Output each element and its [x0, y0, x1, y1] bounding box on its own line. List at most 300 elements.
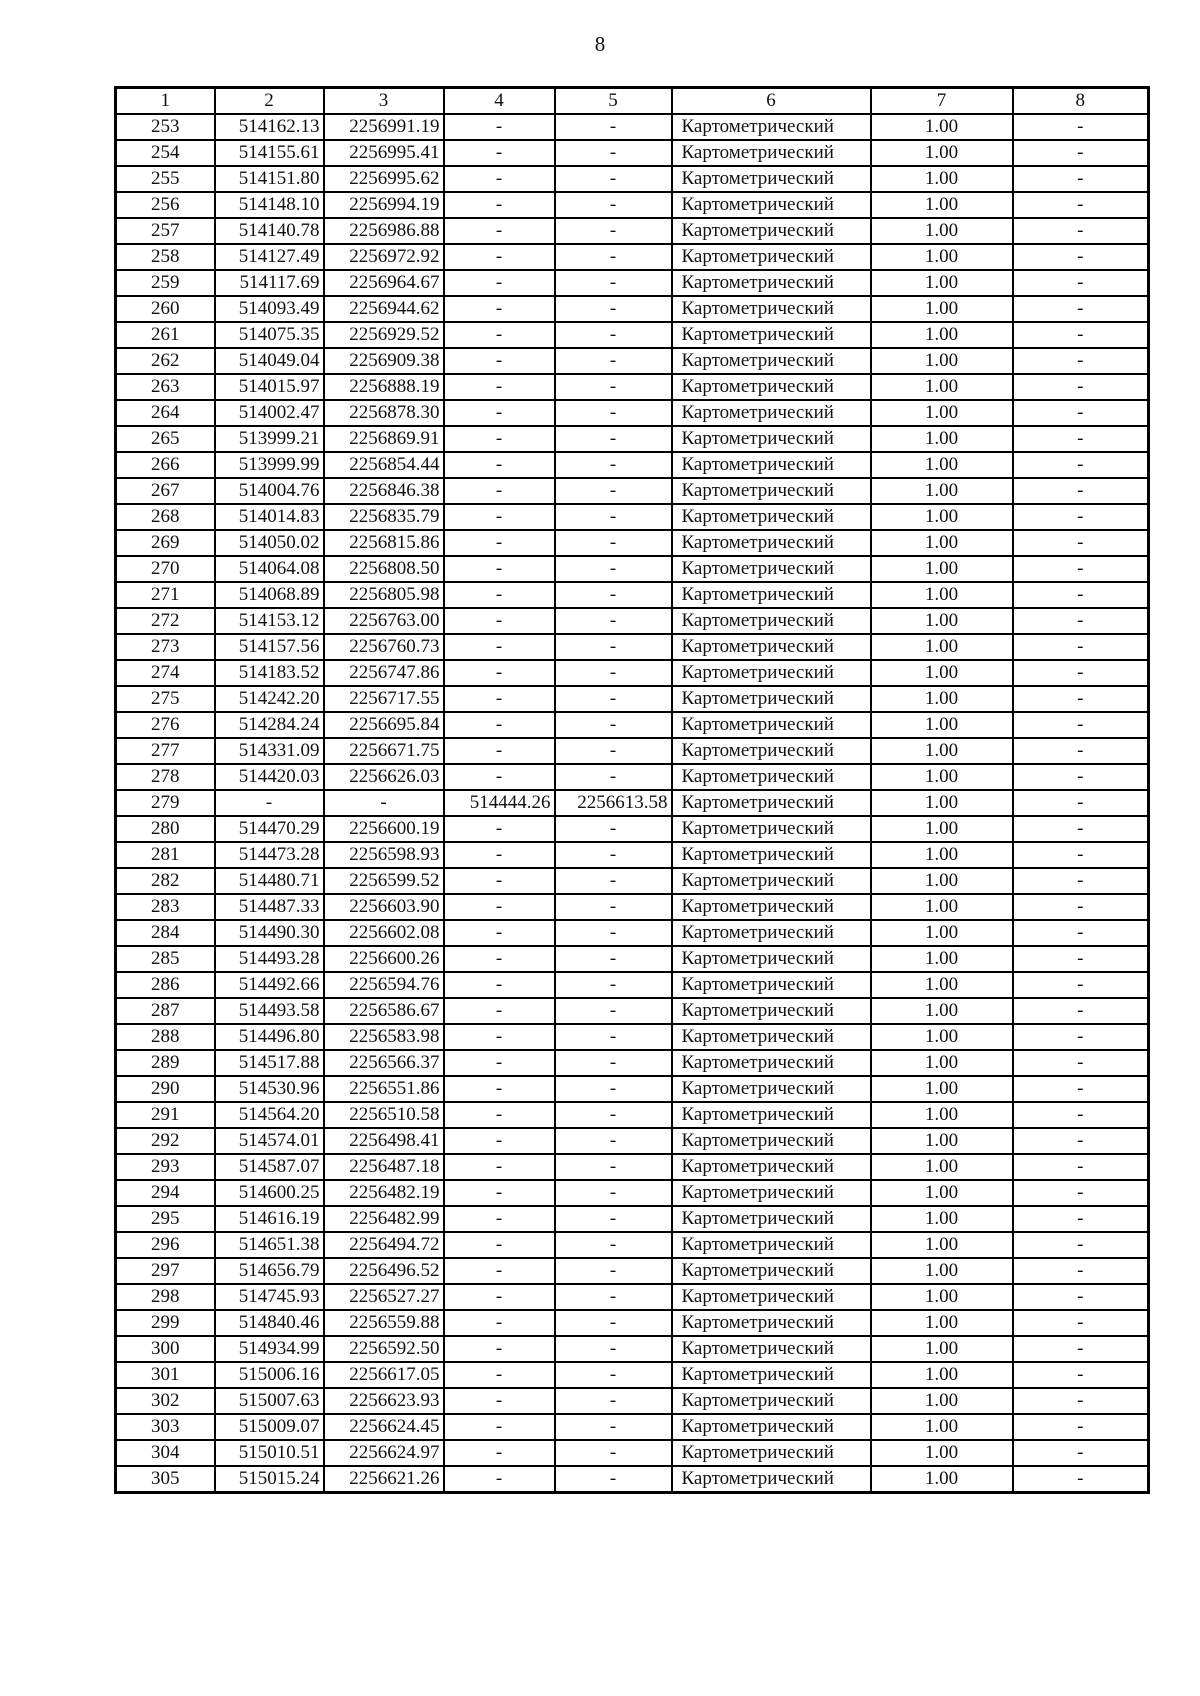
x-coordinate-alt-cell: -: [444, 920, 555, 946]
y-coordinate-alt-cell: -: [555, 608, 672, 634]
y-coordinate-cell: 2256972.92: [324, 244, 444, 270]
x-coordinate-cell: 514093.49: [215, 296, 324, 322]
description-cell: -: [1013, 192, 1149, 218]
x-coordinate-alt-cell: -: [444, 374, 555, 400]
method-cell: Картометрический: [672, 764, 871, 790]
x-coordinate-alt-cell: -: [444, 348, 555, 374]
method-cell: Картометрический: [672, 140, 871, 166]
accuracy-cell: 1.00: [871, 1310, 1013, 1336]
x-coordinate-alt-cell: -: [444, 1024, 555, 1050]
x-coordinate-cell: 514656.79: [215, 1258, 324, 1284]
y-coordinate-alt-cell: -: [555, 868, 672, 894]
method-cell: Картометрический: [672, 1076, 871, 1102]
accuracy-cell: 1.00: [871, 166, 1013, 192]
y-coordinate-cell: 2256566.37: [324, 1050, 444, 1076]
y-coordinate-cell: 2256586.67: [324, 998, 444, 1024]
point-number-cell: 287: [116, 998, 215, 1024]
table-row: [116, 946, 1149, 972]
point-number-cell: 289: [116, 1050, 215, 1076]
accuracy-cell: 1.00: [871, 140, 1013, 166]
point-number-cell: 266: [116, 452, 215, 478]
table-row: [116, 1440, 1149, 1466]
x-coordinate-alt-cell: -: [444, 166, 555, 192]
table-row: [116, 1336, 1149, 1362]
x-coordinate-cell: 514151.80: [215, 166, 324, 192]
column-header-4: 4: [444, 88, 555, 115]
accuracy-cell: 1.00: [871, 400, 1013, 426]
point-number-cell: 288: [116, 1024, 215, 1050]
x-coordinate-cell: 514480.71: [215, 868, 324, 894]
point-number-cell: 255: [116, 166, 215, 192]
description-cell: -: [1013, 842, 1149, 868]
description-cell: -: [1013, 1466, 1149, 1493]
y-coordinate-cell: -: [324, 790, 444, 816]
table-row: [116, 400, 1149, 426]
x-coordinate-cell: 514162.13: [215, 114, 324, 140]
table-row: [116, 608, 1149, 634]
x-coordinate-alt-cell: -: [444, 1258, 555, 1284]
y-coordinate-cell: 2256527.27: [324, 1284, 444, 1310]
method-cell: Картометрический: [672, 244, 871, 270]
x-coordinate-alt-cell: -: [444, 1128, 555, 1154]
accuracy-cell: 1.00: [871, 946, 1013, 972]
accuracy-cell: 1.00: [871, 686, 1013, 712]
point-number-cell: 295: [116, 1206, 215, 1232]
x-coordinate-cell: 514049.04: [215, 348, 324, 374]
description-cell: -: [1013, 998, 1149, 1024]
accuracy-cell: 1.00: [871, 1440, 1013, 1466]
y-coordinate-alt-cell: -: [555, 1388, 672, 1414]
x-coordinate-cell: 514183.52: [215, 660, 324, 686]
method-cell: Картометрический: [672, 660, 871, 686]
y-coordinate-alt-cell: -: [555, 1466, 672, 1493]
y-coordinate-alt-cell: 2256613.58: [555, 790, 672, 816]
point-number-cell: 302: [116, 1388, 215, 1414]
y-coordinate-cell: 2256600.26: [324, 946, 444, 972]
x-coordinate-alt-cell: -: [444, 894, 555, 920]
accuracy-cell: 1.00: [871, 1024, 1013, 1050]
point-number-cell: 281: [116, 842, 215, 868]
x-coordinate-cell: 514473.28: [215, 842, 324, 868]
x-coordinate-alt-cell: -: [444, 868, 555, 894]
accuracy-cell: 1.00: [871, 738, 1013, 764]
x-coordinate-alt-cell: -: [444, 1362, 555, 1388]
table-row: [116, 1206, 1149, 1232]
accuracy-cell: 1.00: [871, 1414, 1013, 1440]
column-header-3: 3: [324, 88, 444, 115]
point-number-cell: 254: [116, 140, 215, 166]
x-coordinate-alt-cell: -: [444, 140, 555, 166]
description-cell: -: [1013, 972, 1149, 998]
y-coordinate-alt-cell: -: [555, 270, 672, 296]
table-row: [116, 1232, 1149, 1258]
description-cell: -: [1013, 1206, 1149, 1232]
x-coordinate-cell: 514002.47: [215, 400, 324, 426]
description-cell: -: [1013, 504, 1149, 530]
x-coordinate-alt-cell: -: [444, 1206, 555, 1232]
y-coordinate-alt-cell: -: [555, 1102, 672, 1128]
table-row: [116, 634, 1149, 660]
table-body: [116, 114, 1149, 1493]
accuracy-cell: 1.00: [871, 244, 1013, 270]
y-coordinate-cell: 2256592.50: [324, 1336, 444, 1362]
method-cell: Картометрический: [672, 1232, 871, 1258]
accuracy-cell: 1.00: [871, 218, 1013, 244]
point-number-cell: 253: [116, 114, 215, 140]
y-coordinate-alt-cell: -: [555, 1336, 672, 1362]
description-cell: -: [1013, 634, 1149, 660]
method-cell: Картометрический: [672, 972, 871, 998]
y-coordinate-cell: 2256909.38: [324, 348, 444, 374]
table-row: [116, 270, 1149, 296]
y-coordinate-cell: 2256964.67: [324, 270, 444, 296]
x-coordinate-alt-cell: -: [444, 1310, 555, 1336]
x-coordinate-cell: 513999.99: [215, 452, 324, 478]
y-coordinate-alt-cell: -: [555, 972, 672, 998]
x-coordinate-cell: 514157.56: [215, 634, 324, 660]
table-row: [116, 452, 1149, 478]
x-coordinate-cell: 514934.99: [215, 1336, 324, 1362]
accuracy-cell: 1.00: [871, 1362, 1013, 1388]
y-coordinate-cell: 2256878.30: [324, 400, 444, 426]
method-cell: Картометрический: [672, 946, 871, 972]
point-number-cell: 258: [116, 244, 215, 270]
y-coordinate-alt-cell: -: [555, 1284, 672, 1310]
x-coordinate-alt-cell: -: [444, 608, 555, 634]
y-coordinate-alt-cell: -: [555, 764, 672, 790]
y-coordinate-cell: 2256815.86: [324, 530, 444, 556]
x-coordinate-cell: -: [215, 790, 324, 816]
point-number-cell: 275: [116, 686, 215, 712]
description-cell: -: [1013, 244, 1149, 270]
x-coordinate-alt-cell: -: [444, 1440, 555, 1466]
accuracy-cell: 1.00: [871, 452, 1013, 478]
description-cell: -: [1013, 1076, 1149, 1102]
point-number-cell: 299: [116, 1310, 215, 1336]
description-cell: -: [1013, 868, 1149, 894]
y-coordinate-alt-cell: -: [555, 842, 672, 868]
y-coordinate-cell: 2256583.98: [324, 1024, 444, 1050]
accuracy-cell: 1.00: [871, 608, 1013, 634]
y-coordinate-alt-cell: -: [555, 894, 672, 920]
x-coordinate-alt-cell: -: [444, 556, 555, 582]
method-cell: Картометрический: [672, 1050, 871, 1076]
y-coordinate-alt-cell: -: [555, 1362, 672, 1388]
y-coordinate-cell: 2256602.08: [324, 920, 444, 946]
y-coordinate-cell: 2256846.38: [324, 478, 444, 504]
point-number-cell: 261: [116, 322, 215, 348]
y-coordinate-cell: 2256986.88: [324, 218, 444, 244]
x-coordinate-cell: 515009.07: [215, 1414, 324, 1440]
table-row: [116, 1024, 1149, 1050]
accuracy-cell: 1.00: [871, 504, 1013, 530]
description-cell: -: [1013, 530, 1149, 556]
point-number-cell: 294: [116, 1180, 215, 1206]
method-cell: Картометрический: [672, 1388, 871, 1414]
y-coordinate-alt-cell: -: [555, 1154, 672, 1180]
accuracy-cell: 1.00: [871, 1154, 1013, 1180]
y-coordinate-alt-cell: -: [555, 1076, 672, 1102]
accuracy-cell: 1.00: [871, 1076, 1013, 1102]
method-cell: Картометрический: [672, 582, 871, 608]
y-coordinate-alt-cell: -: [555, 556, 672, 582]
y-coordinate-alt-cell: -: [555, 1440, 672, 1466]
y-coordinate-alt-cell: -: [555, 452, 672, 478]
x-coordinate-alt-cell: -: [444, 1388, 555, 1414]
table-row: [116, 1414, 1149, 1440]
method-cell: Картометрический: [672, 1284, 871, 1310]
description-cell: -: [1013, 1102, 1149, 1128]
method-cell: Картометрический: [672, 192, 871, 218]
y-coordinate-alt-cell: -: [555, 1206, 672, 1232]
y-coordinate-alt-cell: -: [555, 504, 672, 530]
accuracy-cell: 1.00: [871, 764, 1013, 790]
accuracy-cell: 1.00: [871, 556, 1013, 582]
point-number-cell: 301: [116, 1362, 215, 1388]
method-cell: Картометрический: [672, 426, 871, 452]
x-coordinate-alt-cell: -: [444, 400, 555, 426]
x-coordinate-alt-cell: -: [444, 764, 555, 790]
x-coordinate-cell: 514530.96: [215, 1076, 324, 1102]
y-coordinate-cell: 2256498.41: [324, 1128, 444, 1154]
page-number: 8: [594, 32, 606, 56]
method-cell: Картометрический: [672, 114, 871, 140]
table-row: [116, 582, 1149, 608]
accuracy-cell: 1.00: [871, 634, 1013, 660]
point-number-cell: 273: [116, 634, 215, 660]
description-cell: -: [1013, 374, 1149, 400]
y-coordinate-cell: 2256888.19: [324, 374, 444, 400]
table-row: [116, 868, 1149, 894]
y-coordinate-cell: 2256991.19: [324, 114, 444, 140]
x-coordinate-cell: 514155.61: [215, 140, 324, 166]
method-cell: Картометрический: [672, 1102, 871, 1128]
y-coordinate-cell: 2256760.73: [324, 634, 444, 660]
point-number-cell: 267: [116, 478, 215, 504]
coordinates-table: [114, 86, 1150, 1494]
y-coordinate-cell: 2256869.91: [324, 426, 444, 452]
point-number-cell: 303: [116, 1414, 215, 1440]
y-coordinate-alt-cell: -: [555, 660, 672, 686]
method-cell: Картометрический: [672, 452, 871, 478]
method-cell: Картометрический: [672, 1336, 871, 1362]
x-coordinate-cell: 515015.24: [215, 1466, 324, 1493]
accuracy-cell: 1.00: [871, 1284, 1013, 1310]
table-row: [116, 114, 1149, 140]
point-number-cell: 265: [116, 426, 215, 452]
table-row: [116, 1154, 1149, 1180]
x-coordinate-cell: 514420.03: [215, 764, 324, 790]
x-coordinate-cell: 514050.02: [215, 530, 324, 556]
x-coordinate-alt-cell: -: [444, 1102, 555, 1128]
column-header-5: 5: [555, 88, 672, 115]
y-coordinate-alt-cell: -: [555, 946, 672, 972]
y-coordinate-cell: 2256624.97: [324, 1440, 444, 1466]
description-cell: -: [1013, 140, 1149, 166]
table-row: [116, 1258, 1149, 1284]
accuracy-cell: 1.00: [871, 972, 1013, 998]
method-cell: Картометрический: [672, 1414, 871, 1440]
x-coordinate-alt-cell: -: [444, 1076, 555, 1102]
point-number-cell: 280: [116, 816, 215, 842]
description-cell: -: [1013, 1414, 1149, 1440]
x-coordinate-cell: 514004.76: [215, 478, 324, 504]
x-coordinate-alt-cell: -: [444, 972, 555, 998]
method-cell: Картометрический: [672, 556, 871, 582]
accuracy-cell: 1.00: [871, 192, 1013, 218]
description-cell: -: [1013, 1362, 1149, 1388]
description-cell: -: [1013, 1232, 1149, 1258]
y-coordinate-cell: 2256482.19: [324, 1180, 444, 1206]
y-coordinate-alt-cell: -: [555, 1128, 672, 1154]
table-row: [116, 1362, 1149, 1388]
accuracy-cell: 1.00: [871, 1128, 1013, 1154]
x-coordinate-cell: 514127.49: [215, 244, 324, 270]
x-coordinate-alt-cell: -: [444, 322, 555, 348]
point-number-cell: 272: [116, 608, 215, 634]
description-cell: -: [1013, 660, 1149, 686]
y-coordinate-alt-cell: -: [555, 920, 672, 946]
point-number-cell: 270: [116, 556, 215, 582]
y-coordinate-cell: 2256854.44: [324, 452, 444, 478]
point-number-cell: 259: [116, 270, 215, 296]
x-coordinate-alt-cell: -: [444, 1154, 555, 1180]
y-coordinate-cell: 2256482.99: [324, 1206, 444, 1232]
table-row: [116, 764, 1149, 790]
method-cell: Картометрический: [672, 686, 871, 712]
accuracy-cell: 1.00: [871, 894, 1013, 920]
description-cell: -: [1013, 582, 1149, 608]
column-header-2: 2: [215, 88, 324, 115]
table-row: [116, 192, 1149, 218]
point-number-cell: 269: [116, 530, 215, 556]
x-coordinate-cell: 514487.33: [215, 894, 324, 920]
method-cell: Картометрический: [672, 530, 871, 556]
x-coordinate-cell: 515006.16: [215, 1362, 324, 1388]
accuracy-cell: 1.00: [871, 816, 1013, 842]
method-cell: Картометрический: [672, 712, 871, 738]
x-coordinate-cell: 514600.25: [215, 1180, 324, 1206]
x-coordinate-alt-cell: -: [444, 270, 555, 296]
y-coordinate-cell: 2256551.86: [324, 1076, 444, 1102]
point-number-cell: 274: [116, 660, 215, 686]
point-number-cell: 264: [116, 400, 215, 426]
x-coordinate-alt-cell: -: [444, 1336, 555, 1362]
description-cell: -: [1013, 322, 1149, 348]
description-cell: -: [1013, 920, 1149, 946]
table-row: [116, 1180, 1149, 1206]
accuracy-cell: 1.00: [871, 426, 1013, 452]
y-coordinate-alt-cell: -: [555, 114, 672, 140]
description-cell: -: [1013, 400, 1149, 426]
point-number-cell: 279: [116, 790, 215, 816]
table-row: [116, 920, 1149, 946]
description-cell: -: [1013, 686, 1149, 712]
table-row: [116, 1102, 1149, 1128]
description-cell: -: [1013, 894, 1149, 920]
x-coordinate-cell: 514496.80: [215, 1024, 324, 1050]
accuracy-cell: 1.00: [871, 296, 1013, 322]
accuracy-cell: 1.00: [871, 114, 1013, 140]
accuracy-cell: 1.00: [871, 790, 1013, 816]
x-coordinate-cell: 514068.89: [215, 582, 324, 608]
method-cell: Картометрический: [672, 478, 871, 504]
description-cell: -: [1013, 608, 1149, 634]
x-coordinate-alt-cell: -: [444, 1414, 555, 1440]
method-cell: Картометрический: [672, 1258, 871, 1284]
y-coordinate-cell: 2256487.18: [324, 1154, 444, 1180]
point-number-cell: 268: [116, 504, 215, 530]
x-coordinate-alt-cell: -: [444, 1466, 555, 1493]
table-row: [116, 322, 1149, 348]
y-coordinate-cell: 2256805.98: [324, 582, 444, 608]
method-cell: Картометрический: [672, 920, 871, 946]
x-coordinate-alt-cell: -: [444, 946, 555, 972]
description-cell: -: [1013, 946, 1149, 972]
x-coordinate-cell: 514651.38: [215, 1232, 324, 1258]
y-coordinate-cell: 2256617.05: [324, 1362, 444, 1388]
x-coordinate-alt-cell: -: [444, 1180, 555, 1206]
y-coordinate-cell: 2256671.75: [324, 738, 444, 764]
accuracy-cell: 1.00: [871, 270, 1013, 296]
x-coordinate-cell: 514587.07: [215, 1154, 324, 1180]
x-coordinate-cell: 514148.10: [215, 192, 324, 218]
point-number-cell: 291: [116, 1102, 215, 1128]
y-coordinate-alt-cell: -: [555, 1024, 672, 1050]
table-row: [116, 140, 1149, 166]
x-coordinate-alt-cell: -: [444, 1284, 555, 1310]
y-coordinate-alt-cell: -: [555, 738, 672, 764]
x-coordinate-alt-cell: -: [444, 452, 555, 478]
x-coordinate-cell: 514493.28: [215, 946, 324, 972]
accuracy-cell: 1.00: [871, 348, 1013, 374]
description-cell: -: [1013, 1310, 1149, 1336]
y-coordinate-cell: 2256763.00: [324, 608, 444, 634]
method-cell: Картометрический: [672, 400, 871, 426]
point-number-cell: 271: [116, 582, 215, 608]
description-cell: -: [1013, 816, 1149, 842]
x-coordinate-cell: 514064.08: [215, 556, 324, 582]
y-coordinate-cell: 2256944.62: [324, 296, 444, 322]
column-header-7: 7: [871, 88, 1013, 115]
table-row: [116, 894, 1149, 920]
description-cell: -: [1013, 1128, 1149, 1154]
description-cell: -: [1013, 738, 1149, 764]
y-coordinate-alt-cell: -: [555, 582, 672, 608]
method-cell: Картометрический: [672, 608, 871, 634]
accuracy-cell: 1.00: [871, 998, 1013, 1024]
x-coordinate-alt-cell: -: [444, 1232, 555, 1258]
x-coordinate-cell: 514331.09: [215, 738, 324, 764]
description-cell: -: [1013, 1050, 1149, 1076]
x-coordinate-cell: 514075.35: [215, 322, 324, 348]
method-cell: Картометрический: [672, 1362, 871, 1388]
x-coordinate-alt-cell: -: [444, 712, 555, 738]
y-coordinate-cell: 2256494.72: [324, 1232, 444, 1258]
method-cell: Картометрический: [672, 1180, 871, 1206]
point-number-cell: 277: [116, 738, 215, 764]
x-coordinate-alt-cell: -: [444, 426, 555, 452]
table-row: [116, 244, 1149, 270]
description-cell: -: [1013, 478, 1149, 504]
y-coordinate-alt-cell: -: [555, 634, 672, 660]
x-coordinate-alt-cell: -: [444, 816, 555, 842]
table-row: [116, 530, 1149, 556]
table-header-row: [116, 88, 1149, 115]
x-coordinate-alt-cell: -: [444, 478, 555, 504]
method-cell: Картометрический: [672, 1024, 871, 1050]
accuracy-cell: 1.00: [871, 1180, 1013, 1206]
